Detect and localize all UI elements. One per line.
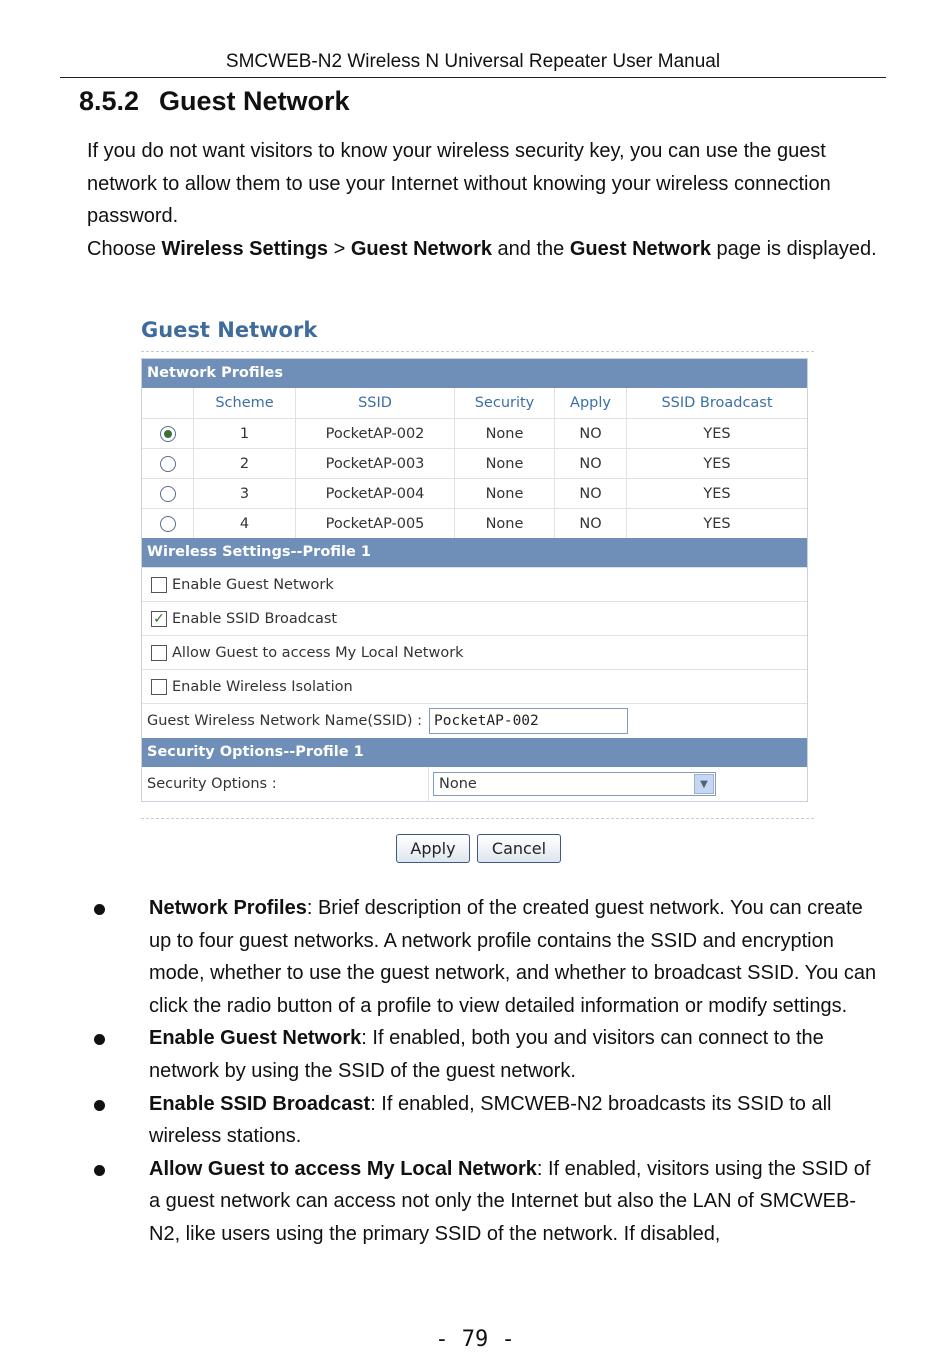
apply-cell: NO (555, 479, 627, 508)
table-row (142, 508, 807, 538)
guest-network-form (141, 358, 808, 802)
instruction-middle: and the (492, 237, 570, 260)
security-cell: None (455, 509, 555, 538)
scheme-cell: 1 (194, 419, 296, 448)
security-cell: None (455, 479, 555, 508)
column-header-scheme: Scheme (194, 388, 296, 418)
bullet-text: : Brief description of the created guest network. You can create up to four guest networks. A network profile contains the SSID and encryption mode, whether to use the guest network, and whether to broadcast SSID. You can click the radio button of a profile to view detailed information or modify settings. (149, 897, 877, 1017)
column-header-ssid-broadcast: SSID Broadcast (661, 395, 773, 411)
ssid-cell: PocketAP-002 (296, 419, 455, 448)
intro-paragraph: If you do not want visitors to know your wireless security key, you can use the guest network to allow them to use your Internet without knowing your wireless connection password. (87, 140, 831, 228)
scheme-cell: 4 (194, 509, 296, 538)
bullet-icon (94, 904, 105, 915)
bullet-text: : If enabled, both you and visitors can connect to the network by using the SSID of the guest network. (149, 1027, 824, 1082)
enable-guest-network-row (142, 567, 807, 601)
wireless-isolation-checkbox[interactable] (151, 679, 167, 695)
title-divider (141, 351, 814, 352)
security-options-value: None (439, 776, 477, 792)
list-item (87, 892, 887, 1022)
column-header-apply: Apply (555, 388, 627, 418)
radio-selected-dot (164, 430, 172, 438)
instruction-suffix: page is displayed. (711, 237, 877, 260)
instruction-prefix: Choose (87, 237, 162, 260)
bullet-icon (94, 1034, 105, 1045)
broadcast-cell: YES (703, 425, 731, 442)
apply-cell: NO (555, 509, 627, 538)
select-column-header (142, 388, 194, 418)
allow-local-network-checkbox[interactable] (151, 645, 167, 661)
table-row (142, 418, 807, 448)
wireless-isolation-row (142, 669, 807, 703)
radio-cell (142, 419, 194, 448)
wireless-settings-bar: Wireless Settings--Profile 1 (142, 538, 807, 567)
security-options-row (142, 767, 807, 801)
broadcast-cell: YES (703, 455, 731, 472)
profiles-header-row (142, 388, 807, 418)
security-cell: None (455, 449, 555, 478)
column-header-ssid: SSID (296, 388, 455, 418)
section-title: Guest Network (159, 86, 350, 116)
list-item (87, 1153, 887, 1251)
page-name: Guest Network (569, 237, 711, 260)
bullet-term: Enable Guest Network (149, 1027, 362, 1050)
table-row (142, 448, 807, 478)
scheme-cell: 2 (194, 449, 296, 478)
wireless-isolation-label: Enable Wireless Isolation (172, 678, 353, 695)
profile-radio-1[interactable] (160, 426, 176, 442)
enable-ssid-broadcast-checkbox[interactable] (151, 611, 167, 627)
apply-cell: NO (555, 419, 627, 448)
enable-ssid-broadcast-label: Enable SSID Broadcast (172, 610, 338, 627)
page-number: - 79 - (435, 1327, 515, 1352)
bullet-term: Network Profiles (149, 897, 307, 919)
intro-text (87, 135, 887, 265)
radio-cell (142, 509, 194, 538)
allow-local-network-row (142, 635, 807, 669)
running-header: SMCWEB-N2 Wireless N Universal Repeater User Manual (225, 51, 721, 72)
bullet-text: : If enabled, visitors using the SSID of a guest network can access not only the Internet but also the LAN of SMCWEB-N2, like users using the primary SSID of the network. If disabled, (149, 1157, 871, 1245)
bullet-icon (94, 1100, 105, 1111)
field-descriptions-list (87, 892, 887, 1251)
bullet-icon (94, 1165, 105, 1176)
ssid-name-row (142, 703, 807, 738)
radio-cell (142, 449, 194, 478)
list-item (87, 1022, 887, 1087)
table-row (142, 478, 807, 508)
menu-separator: > (328, 237, 351, 260)
enable-ssid-broadcast-row (142, 601, 807, 635)
menu-path-wireless-settings: Wireless Settings (161, 237, 329, 260)
bullet-text: : If enabled, SMCWEB-N2 broadcasts its SSID to all wireless stations. (149, 1092, 832, 1148)
list-item (87, 1088, 887, 1153)
bullet-term: Enable SSID Broadcast (149, 1092, 371, 1115)
section-heading (79, 84, 350, 118)
ssid-cell: PocketAP-005 (296, 509, 455, 538)
column-header-security: Security (455, 388, 555, 418)
ssid-name-input[interactable]: PocketAP-002 (429, 708, 628, 734)
profile-radio-3[interactable] (160, 486, 176, 502)
network-profiles-bar: Network Profiles (142, 359, 807, 388)
ssid-cell: PocketAP-003 (296, 449, 455, 478)
enable-guest-network-label: Enable Guest Network (172, 576, 334, 593)
broadcast-cell: YES (703, 515, 731, 532)
apply-button[interactable]: Apply (396, 834, 470, 863)
bullet-term: Allow Guest to access My Local Network (149, 1157, 537, 1180)
ssid-name-label: Guest Wireless Network Name(SSID) : (147, 713, 423, 729)
security-options-label: Security Options : (142, 767, 429, 801)
section-number: 8.5.2 (79, 86, 140, 116)
guest-network-screenshot (141, 315, 816, 870)
enable-guest-network-checkbox[interactable] (151, 577, 167, 593)
broadcast-cell: YES (703, 485, 731, 502)
apply-cell: NO (555, 449, 627, 478)
allow-local-network-label: Allow Guest to access My Local Network (172, 644, 464, 661)
header-divider (60, 77, 886, 78)
menu-path-guest-network: Guest Network (350, 237, 492, 260)
security-options-select[interactable] (433, 772, 716, 796)
ssid-cell: PocketAP-004 (296, 479, 455, 508)
profile-radio-2[interactable] (160, 456, 176, 472)
form-bottom-divider (141, 818, 814, 819)
radio-cell (142, 479, 194, 508)
screenshot-page-title: Guest Network (141, 318, 318, 342)
security-cell: None (455, 419, 555, 448)
cancel-button[interactable]: Cancel (477, 834, 561, 863)
profile-radio-4[interactable] (160, 516, 176, 532)
checkmark-icon: ✓ (153, 610, 165, 627)
scheme-cell: 3 (194, 479, 296, 508)
chevron-down-icon[interactable]: ▼ (694, 774, 714, 794)
security-options-bar: Security Options--Profile 1 (142, 738, 807, 767)
navigation-instruction (87, 233, 887, 266)
